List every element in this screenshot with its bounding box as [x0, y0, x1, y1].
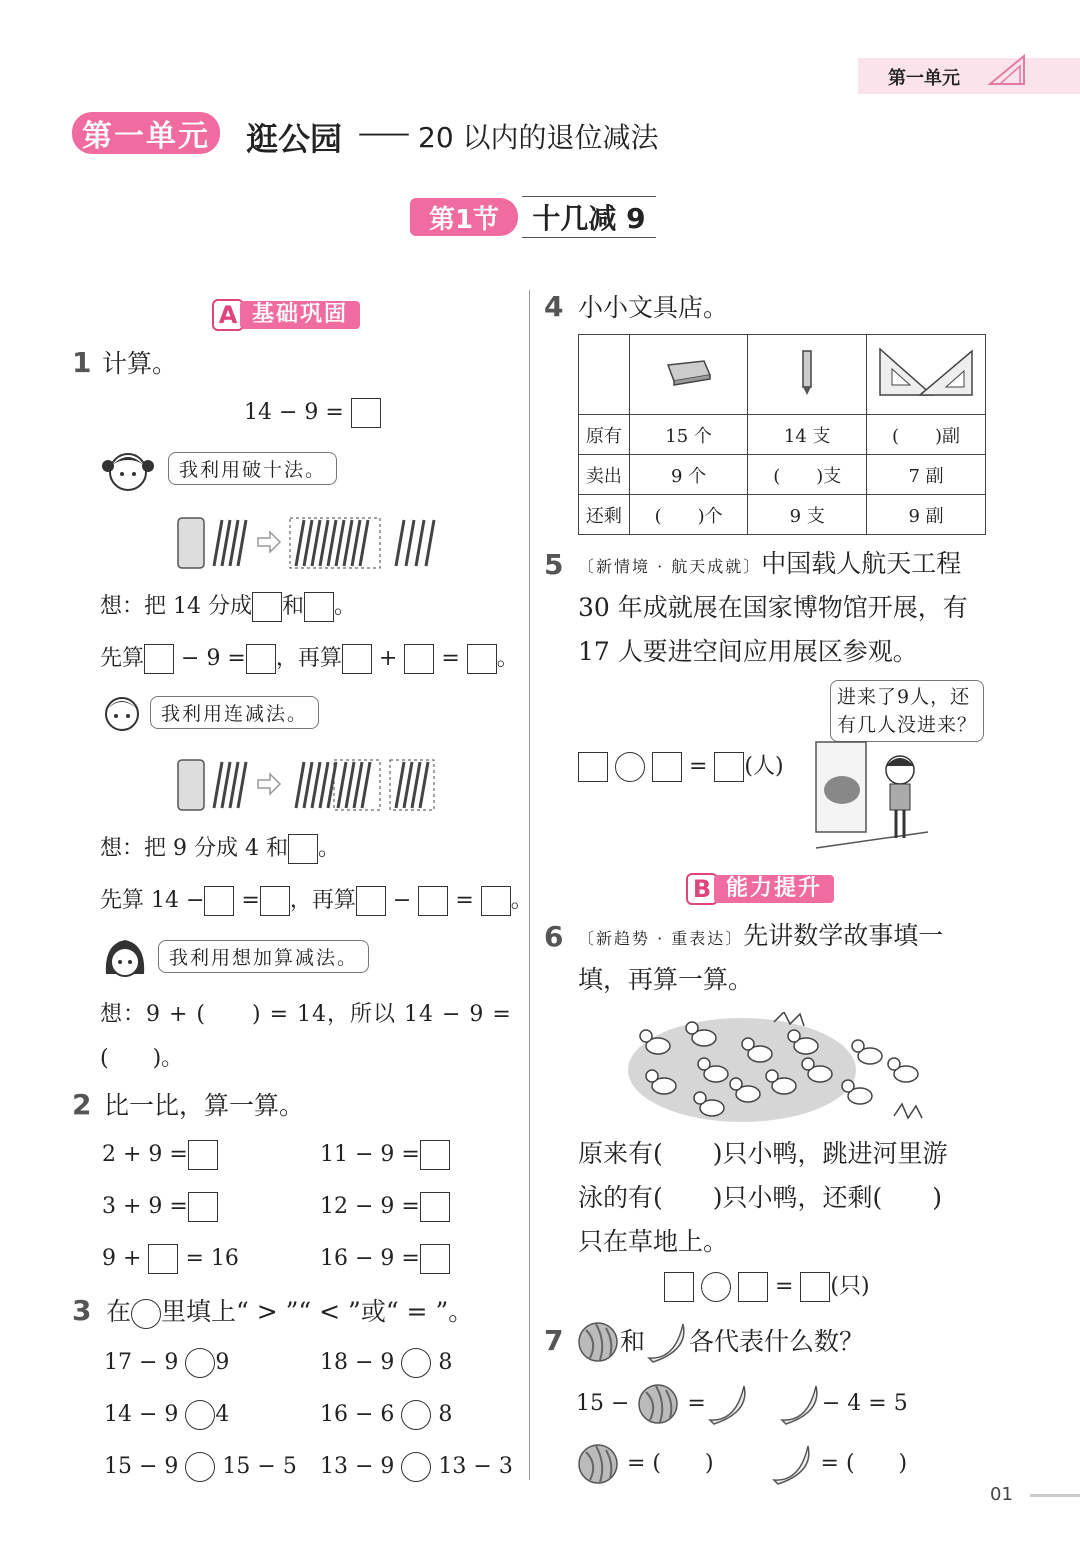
- answer-box[interactable]: [304, 592, 334, 622]
- stationery-table: [578, 334, 986, 535]
- question-number: 6: [544, 920, 564, 953]
- row-label: 原有: [579, 415, 630, 455]
- set-square-icon: [876, 345, 976, 399]
- question-text: 〔新趋势 · 重表达〕先讲数学故事填一: [578, 921, 944, 950]
- section-badge: 第1节: [410, 198, 518, 236]
- banana-icon: [645, 1320, 689, 1364]
- table-cell[interactable]: ( )支: [748, 455, 867, 495]
- table-cell[interactable]: ( )副: [867, 415, 986, 455]
- answer-box[interactable]: [420, 1140, 450, 1170]
- speech-bubble: 我利用破十法。: [168, 452, 337, 485]
- question-number: 7: [544, 1324, 564, 1357]
- banana-icon: [770, 1442, 814, 1486]
- page-number: 01: [990, 1484, 1013, 1505]
- story-line-3: 只在草地上。: [578, 1227, 729, 1256]
- answer-box[interactable]: [481, 886, 511, 916]
- counting-sticks-figure: [174, 754, 438, 814]
- watermelon-icon: [576, 1442, 620, 1486]
- q5-equation: = (人): [578, 750, 784, 784]
- table-cell: 7 副: [867, 455, 986, 495]
- answer-box[interactable]: [148, 1244, 178, 1274]
- table-cell[interactable]: ( )个: [629, 495, 748, 535]
- question-title: 在 里填上“ > ”“ < ”或“ = ”。: [106, 1294, 473, 1330]
- answer-box[interactable]: [246, 644, 276, 674]
- row-label: 还剩: [579, 495, 630, 535]
- answer-box[interactable]: [420, 1244, 450, 1274]
- answer-box[interactable]: [467, 644, 497, 674]
- question-number: 1: [72, 346, 92, 379]
- question-title: 比一比，算一算。: [104, 1091, 305, 1120]
- question-number: 3: [72, 1294, 92, 1327]
- answer-box[interactable]: [420, 1192, 450, 1222]
- question-number: 2: [72, 1088, 92, 1121]
- compare-circle[interactable]: [185, 1400, 215, 1430]
- banana-icon: [778, 1382, 822, 1426]
- page-subtitle: 20 以内的退位减法: [418, 121, 659, 154]
- q1-think-line-3b: ( )。: [100, 1046, 184, 1071]
- eraser-icon: [664, 355, 714, 389]
- answer-box[interactable]: [260, 886, 290, 916]
- compare-circle[interactable]: [401, 1400, 431, 1430]
- question-text: 〔新情境 · 航天成就〕中国载人航天工程: [578, 549, 962, 578]
- q3-row-2-right: 16 − 6 8: [320, 1398, 452, 1432]
- q2-left-3: 9 + = 16: [102, 1242, 239, 1276]
- museum-boy-figure: [812, 738, 932, 854]
- question-number: 4: [544, 290, 564, 323]
- answer-box[interactable]: [252, 592, 282, 622]
- ruler-icon: [986, 52, 1030, 88]
- q1-equation: 14 − 9 =: [244, 396, 381, 430]
- q1-first-line-2: 先算 14 − = ，再算 − = 。: [100, 884, 533, 918]
- q2-right-3: 16 − 9 =: [320, 1242, 450, 1276]
- answer-box[interactable]: [288, 834, 318, 864]
- answer-box[interactable]: [342, 644, 372, 674]
- page-number-rule: [1030, 1494, 1080, 1497]
- q1-think-line-2: 想：把 9 分成 4 和 。: [100, 832, 340, 866]
- unit-tab-label: 第一单元: [888, 68, 960, 89]
- q2-left-1: 2 + 9 =: [102, 1138, 218, 1172]
- question-title: 和 各代表什么数？: [576, 1320, 864, 1364]
- compare-circle[interactable]: [185, 1452, 215, 1482]
- unit-tab: [858, 58, 1080, 94]
- answer-box[interactable]: [418, 886, 448, 916]
- answer-box[interactable]: [664, 1272, 694, 1302]
- question-tag: 〔新情境 · 航天成就〕: [578, 557, 762, 576]
- unit-badge: 第一单元: [72, 112, 220, 154]
- q1-think-line-3: 想：9 + ( ) = 14，所以 14 − 9 =: [100, 1002, 512, 1027]
- speech-bubble: 进来了9人，还 有几人没进来？: [830, 680, 984, 742]
- operator-circle[interactable]: [615, 752, 645, 782]
- answer-box[interactable]: [188, 1140, 218, 1170]
- q2-right-2: 12 − 9 =: [320, 1190, 450, 1224]
- answer-box[interactable]: [578, 752, 608, 782]
- q1-first-line-1: 先算 − 9 = ，再算 + = 。: [100, 642, 519, 676]
- question-text: 30 年成就展在国家博物馆开展，有: [578, 593, 968, 622]
- counting-sticks-figure: [174, 512, 438, 572]
- answer-box[interactable]: [204, 886, 234, 916]
- table-cell: 9 副: [867, 495, 986, 535]
- ducks-pond-figure: [624, 1012, 934, 1124]
- q3-row-2-left: 14 − 9 4: [104, 1398, 229, 1432]
- operator-circle[interactable]: [701, 1272, 731, 1302]
- answer-box[interactable]: [404, 644, 434, 674]
- table-cell: 9 个: [629, 455, 748, 495]
- question-number: 5: [544, 548, 564, 581]
- answer-box[interactable]: [356, 886, 386, 916]
- row-label: 卖出: [579, 455, 630, 495]
- girl-avatar: [100, 446, 156, 494]
- q2-left-2: 3 + 9 =: [102, 1190, 218, 1224]
- table-cell: 14 支: [748, 415, 867, 455]
- q3-row-3-left: 15 − 9 15 − 5: [104, 1450, 297, 1484]
- answer-box[interactable]: [188, 1192, 218, 1222]
- q3-row-1-left: 17 − 9 9: [104, 1346, 229, 1380]
- q1-think-line-1: 想：把 14 分成 和 。: [100, 590, 356, 624]
- compare-circle[interactable]: [185, 1348, 215, 1378]
- compare-circle[interactable]: [401, 1348, 431, 1378]
- question-title: 计算。: [102, 349, 178, 378]
- q3-row-1-right: 18 − 9 8: [320, 1346, 452, 1380]
- answer-box[interactable]: [714, 752, 744, 782]
- question-tag: 〔新趋势 · 重表达〕: [578, 929, 744, 948]
- table-cell: 9 支: [748, 495, 867, 535]
- answer-box[interactable]: [652, 752, 682, 782]
- section-a-badge: A 基础巩固: [212, 298, 360, 332]
- compare-circle[interactable]: [401, 1452, 431, 1482]
- story-line-1: 原来有( )只小鸭，跳进河里游: [578, 1139, 948, 1168]
- banana-icon: [706, 1382, 750, 1426]
- page-title: 逛公园: [246, 120, 343, 158]
- compare-circle: [131, 1299, 161, 1329]
- question-title: 小小文具店。: [578, 293, 729, 322]
- answer-box[interactable]: [351, 398, 381, 428]
- question-text: 17 人要进空间应用展区参观。: [578, 637, 918, 666]
- story-line-2: 泳的有( )只小鸭，还剩( ): [578, 1183, 943, 1212]
- pencil-icon: [797, 347, 817, 397]
- title-dash: ——: [358, 116, 406, 149]
- answer-box[interactable]: [738, 1272, 768, 1302]
- q3-row-3-right: 13 − 9 13 − 3: [320, 1450, 513, 1484]
- boy-avatar: [100, 692, 144, 732]
- answer-box[interactable]: [800, 1272, 830, 1302]
- girl-avatar: [100, 934, 150, 982]
- answer-box[interactable]: [144, 644, 174, 674]
- speech-bubble: 我利用连减法。: [150, 696, 319, 729]
- table-cell: 15 个: [629, 415, 748, 455]
- watermelon-icon: [576, 1320, 620, 1364]
- watermelon-icon: [636, 1382, 680, 1426]
- q7-equation-2: = ( ) = ( ): [576, 1440, 907, 1488]
- section-title: 十几减 9: [522, 196, 656, 238]
- q6-equation: = (只): [664, 1270, 870, 1304]
- question-text: 填，再算一算。: [578, 965, 754, 994]
- q2-right-1: 11 − 9 =: [320, 1138, 450, 1172]
- q7-equation-1: 15 − = − 4 = 5: [576, 1380, 908, 1428]
- section-b-badge: B 能力提升: [686, 872, 834, 906]
- speech-bubble: 我利用想加算减法。: [158, 940, 369, 973]
